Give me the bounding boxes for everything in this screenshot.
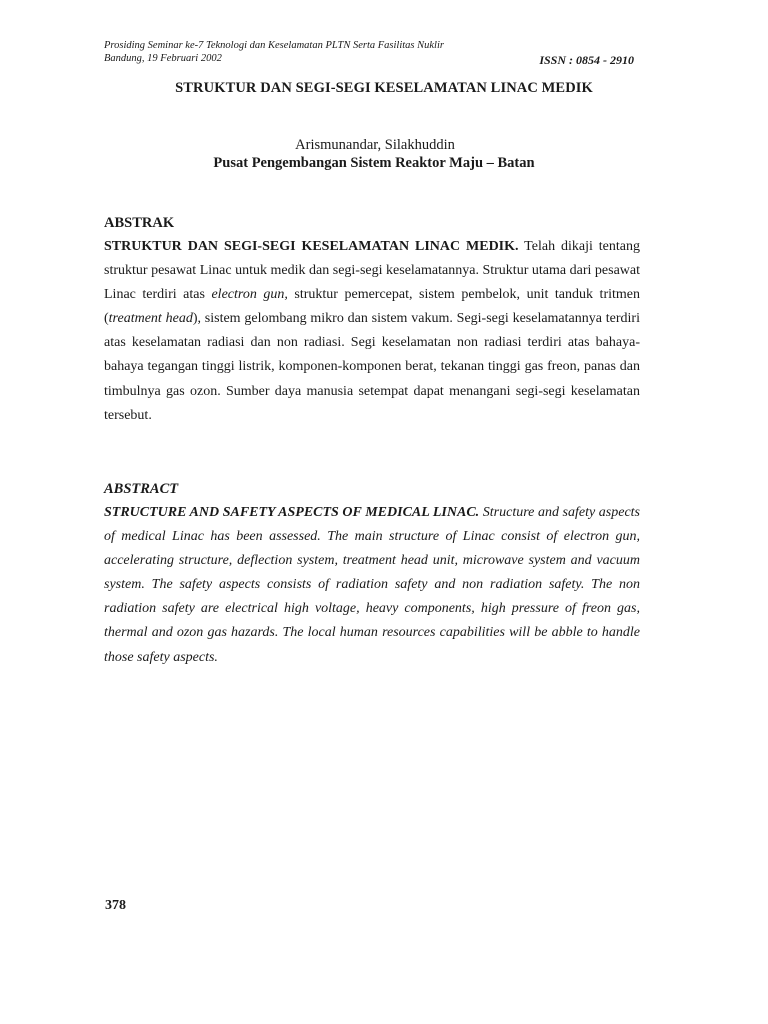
paper-title: STRUKTUR DAN SEGI-SEGI KESELAMATAN LINAC MEDIK xyxy=(175,80,593,96)
authors: Arismunandar, Silakhuddin xyxy=(295,137,455,153)
abstrak-text-3: ), sistem gelombang mikro dan sistem vakum. Segi-segi keselamatannya terdiri atas keselamatan radiasi dan non radiasi. Segi keselamatan non radiasi terdiri atas bahaya-bahaya tegangan tinggi listrik, komponen-komponen berat, tekanan tinggi gas freon, panas dan timbulnya gas ozon. Sumber daya manusia setempat dapat menangani segi-segi keselamatan tersebut. xyxy=(104,311,640,423)
abstrak-body xyxy=(104,235,640,428)
issn-label: ISSN : 0854 - 2910 xyxy=(539,53,634,67)
abstract-heading: ABSTRACT xyxy=(104,481,179,497)
proceedings-date: Bandung, 19 Februari 2002 xyxy=(104,53,222,64)
page-number: 378 xyxy=(105,898,126,913)
abstrak-text-1: Telah dikaji tentang struktur pesawat Linac untuk medik dan segi-segi keselamatannya. Struktur utama dari pesawat Linac terdiri atas xyxy=(104,239,640,303)
abstract-lead: STRUCTURE AND SAFETY ASPECTS OF MEDICAL LINAC. xyxy=(104,505,480,520)
running-header xyxy=(104,39,444,65)
proceedings-title: Prosiding Seminar ke-7 Teknologi dan Keselamatan PLTN Serta Fasilitas Nuklir xyxy=(104,40,444,51)
abstrak-heading: ABSTRAK xyxy=(104,215,175,231)
abstract-text: Structure and safety aspects of medical Linac has been assessed. The main structure of Linac consist of electron gun, accelerating structure, deflection system, treatment head unit, microwave system and vacuum system. The safety aspects consists of radiation safety and non radiation safety. The non radiation safety are electrical high voltage, heavy components, high pressure of freon gas, thermal and ozon gas hazards. The local human resources capabilities will be abble to handle those safety aspects. xyxy=(104,505,641,665)
abstract-body xyxy=(104,501,640,670)
abstrak-section xyxy=(104,213,640,428)
abstrak-text-2: struktur pemercepat, sistem pembelok, unit tanduk tritmen ( xyxy=(104,287,640,327)
abstract-section xyxy=(104,479,640,670)
abstrak-lead: STRUKTUR DAN SEGI-SEGI KESELAMATAN LINAC MEDIK. xyxy=(104,239,519,254)
affiliation: Pusat Pengembangan Sistem Reaktor Maju – Batan xyxy=(213,155,535,171)
abstrak-emphasis-2: treatment head xyxy=(108,311,193,327)
abstrak-emphasis-1: electron gun, xyxy=(211,287,288,303)
